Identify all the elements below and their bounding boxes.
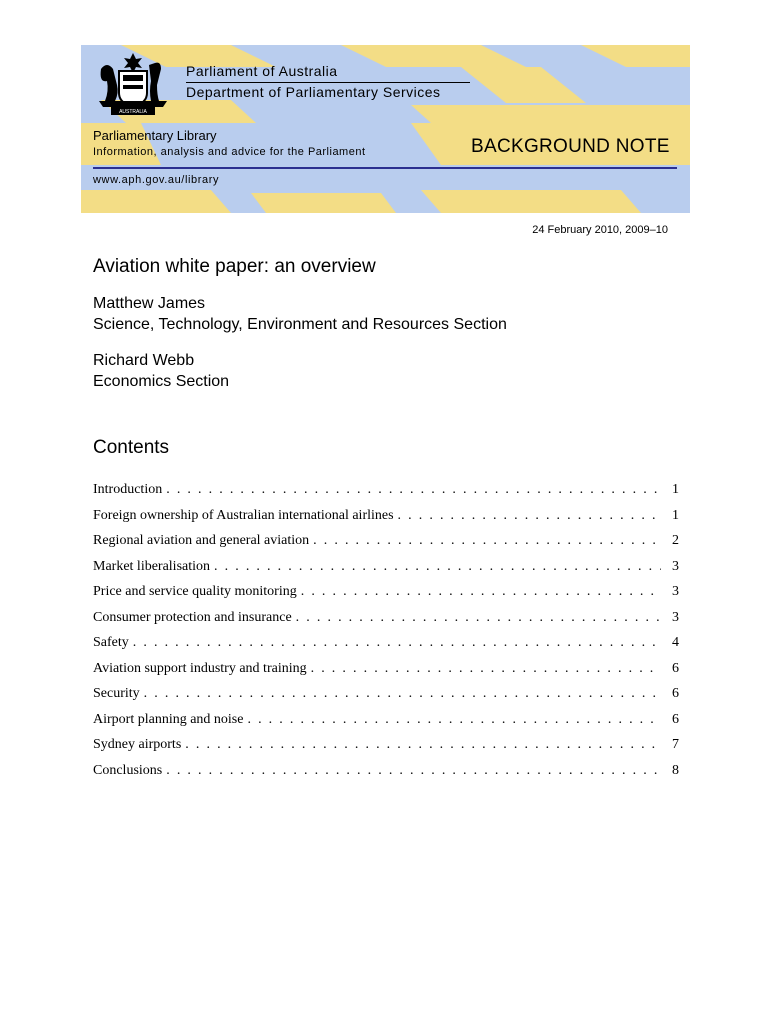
toc-entry[interactable] (93, 533, 679, 559)
toc-entry-label: Aviation support industry and training (93, 660, 307, 676)
toc-leader-dots (133, 635, 661, 651)
toc-entry[interactable] (93, 712, 679, 738)
toc-entry-page: 3 (672, 584, 679, 599)
toc-entry-label: Conclusions (93, 762, 163, 778)
toc-leader-dots (185, 737, 661, 753)
toc-entry[interactable] (93, 584, 679, 610)
org-line-department: Department of Parliamentary Services (186, 84, 441, 100)
header-banner (81, 45, 690, 213)
document-title: Aviation white paper: an overview (93, 256, 376, 277)
toc-entry[interactable] (93, 763, 679, 789)
document-type: BACKGROUND NOTE (471, 136, 670, 157)
library-tagline: Information, analysis and advice for the Parliament (93, 146, 366, 158)
library-name: Parliamentary Library (93, 128, 217, 143)
author-section: Science, Technology, Environment and Resources Section (93, 316, 507, 333)
org-line-parliament: Parliament of Australia (186, 62, 470, 83)
toc-entry-page: 3 (672, 558, 679, 574)
toc-entry-page: 4 (672, 635, 679, 650)
toc-leader-dots (214, 559, 661, 575)
toc-leader-dots (296, 610, 661, 626)
toc-leader-dots (311, 661, 661, 677)
toc-entry-page: 8 (672, 762, 679, 778)
toc-entry-page: 1 (672, 482, 679, 497)
date-reference: 24 February 2010, 2009–10 (532, 224, 668, 236)
toc-leader-dots (144, 686, 661, 702)
library-url: www.aph.gov.au/library (93, 174, 220, 186)
toc-entry-label: Safety (93, 635, 129, 650)
toc-entry[interactable] (93, 635, 679, 661)
coat-of-arms-icon (93, 51, 173, 117)
toc-leader-dots (398, 508, 661, 524)
toc-entry-page: 7 (672, 737, 679, 752)
toc-entry[interactable] (93, 508, 679, 534)
toc-entry-page: 2 (672, 533, 679, 548)
toc-leader-dots (301, 584, 661, 600)
toc-entry[interactable] (93, 610, 679, 636)
toc-leader-dots (247, 712, 661, 728)
toc-entry-label: Price and service quality monitoring (93, 584, 297, 599)
toc-entry-page: 1 (672, 507, 679, 523)
toc-leader-dots (166, 482, 661, 498)
author-block (93, 350, 229, 392)
toc-entry-label: Airport planning and noise (93, 711, 244, 727)
toc-entry-label: Foreign ownership of Australian international airlines (93, 507, 394, 523)
author-block (93, 293, 507, 335)
toc-entry-page: 6 (672, 711, 679, 727)
author-name: Richard Webb (93, 352, 195, 369)
toc-entry[interactable] (93, 737, 679, 763)
toc-entry-page: 6 (672, 660, 679, 676)
contents-heading: Contents (93, 437, 170, 458)
svg-text:AUSTRALIA: AUSTRALIA (119, 109, 147, 115)
toc-entry-label: Consumer protection and insurance (93, 609, 292, 625)
author-name: Matthew James (93, 295, 206, 312)
author-section: Economics Section (93, 373, 230, 390)
toc-entry[interactable] (93, 661, 679, 687)
toc-entry[interactable] (93, 559, 679, 585)
toc-entry[interactable] (93, 482, 679, 508)
toc-leader-dots (166, 763, 661, 779)
table-of-contents (93, 482, 679, 788)
toc-entry-page: 3 (672, 609, 679, 625)
toc-entry-page: 6 (672, 686, 679, 701)
toc-entry[interactable] (93, 686, 679, 712)
toc-entry-label: Introduction (93, 482, 163, 497)
toc-entry-label: Market liberalisation (93, 558, 211, 574)
toc-entry-label: Sydney airports (93, 737, 182, 752)
header-rule (93, 167, 677, 169)
toc-entry-label: Regional aviation and general aviation (93, 533, 310, 548)
toc-entry-label: Security (93, 686, 140, 701)
toc-leader-dots (313, 533, 661, 549)
